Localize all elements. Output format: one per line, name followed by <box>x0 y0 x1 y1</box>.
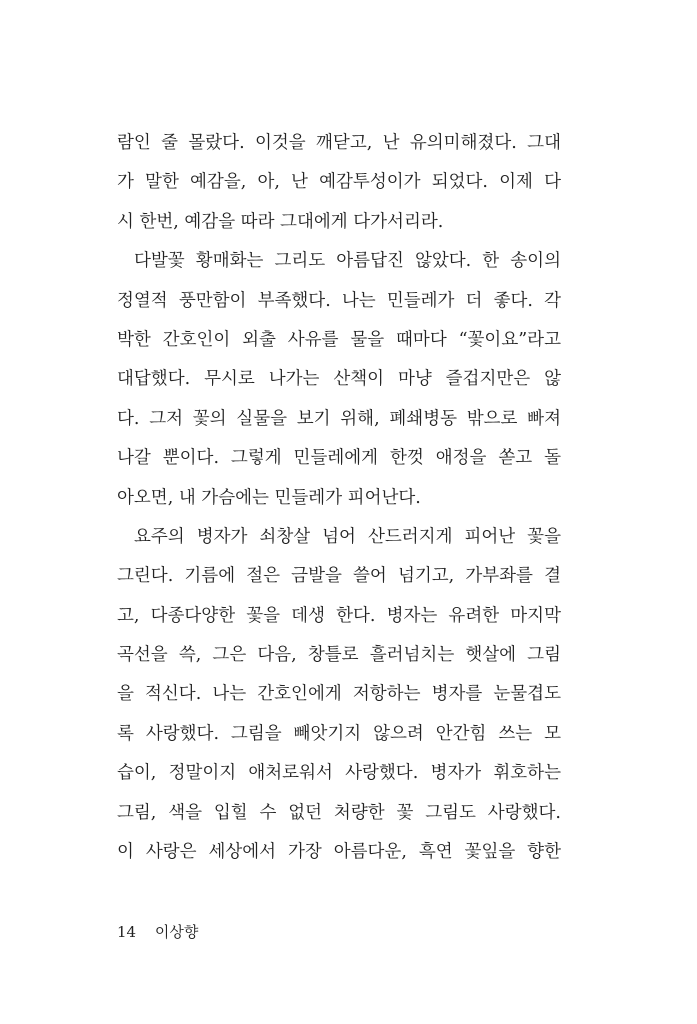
text-line: 요주의 병자가 쇠창살 넘어 산드러지게 피어난 꽃을 <box>134 526 561 547</box>
text-line: 습이, 정말이지 애처로워서 사랑했다. 병자가 휘호하는 <box>117 763 561 784</box>
page-number: 14 <box>117 923 137 941</box>
text-line: 나갈 뿐이다. 그렇게 민들레에게 한껏 애정을 쏟고 돌 <box>117 448 561 469</box>
running-title: 이상향 <box>154 923 199 941</box>
text-line: 이 사랑은 세상에서 가장 아름다운, 흑연 꽃잎을 향한 <box>117 842 561 863</box>
text-line: 곡선을 쓱, 그은 다음, 창틀로 흘러넘치는 햇살에 그림 <box>117 645 561 666</box>
text-line: 그린다. 기름에 절은 금발을 쓸어 넘기고, 가부좌를 결 <box>117 566 561 587</box>
text-line: 정열적 풍만함이 부족했다. 나는 민들레가 더 좋다. 각 <box>117 290 561 311</box>
text-line: 박한 간호인이 외출 사유를 물을 때마다 “꽃이요”라고 <box>117 329 561 350</box>
text-line: 그림, 색을 입힐 수 없던 처량한 꽃 그림도 사랑했다. <box>117 802 561 823</box>
text-line: 아오면, 내 가슴에는 민들레가 피어난다. <box>117 487 421 508</box>
text-line: 록 사랑했다. 그림을 빼앗기지 않으려 안간힘 쓰는 모 <box>117 723 561 744</box>
text-line: 시 한번, 예감을 따라 그대에게 다가서리라. <box>117 211 444 232</box>
body-text <box>117 124 561 872</box>
text-line: 을 적신다. 나는 간호인에게 저항하는 병자를 눈물겹도 <box>117 684 561 705</box>
page-footer <box>117 921 198 942</box>
text-line: 대답했다. 무시로 나가는 산책이 마냥 즐겁지만은 않 <box>117 369 561 390</box>
text-line: 가 말한 예감을, 아, 난 예감투성이가 되었다. 이제 다 <box>117 172 561 193</box>
text-line: 람인 줄 몰랐다. 이것을 깨닫고, 난 유의미해졌다. 그대 <box>117 133 561 153</box>
text-line: 다발꽃 황매화는 그리도 아름답진 않았다. 한 송이의 <box>134 251 561 272</box>
text-line: 고, 다종다양한 꽃을 데생 한다. 병자는 유려한 마지막 <box>117 605 561 626</box>
text-line: 다. 그저 꽃의 실물을 보기 위해, 폐쇄병동 밖으로 빠져 <box>117 408 561 429</box>
